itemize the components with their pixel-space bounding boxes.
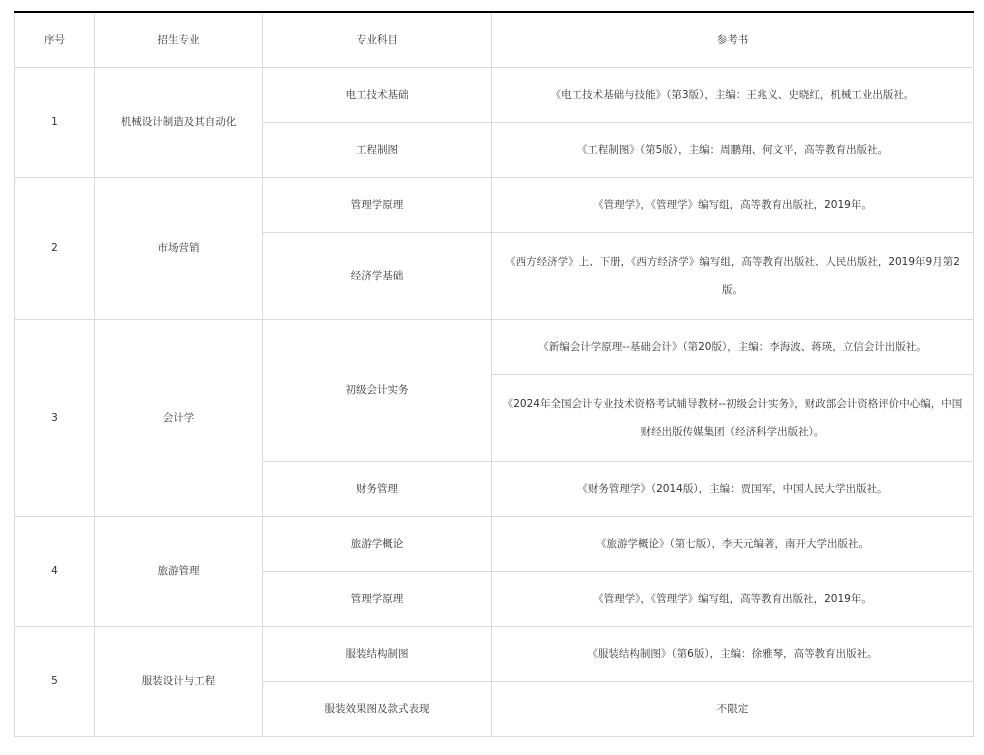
major-cell: 机械设计制造及其自动化 <box>95 67 263 177</box>
major-cell: 市场营销 <box>95 177 263 319</box>
reference-cell: 《工程制图》（第5版），主编：周鹏翔、何文平，高等教育出版社。 <box>492 122 974 177</box>
major-cell: 服装设计与工程 <box>95 626 263 736</box>
serial-number-cell: 4 <box>15 516 95 626</box>
header-subject: 专业科目 <box>263 12 492 67</box>
subject-cell: 初级会计实务 <box>263 319 492 461</box>
admission-table-container <box>14 11 973 737</box>
reference-cell: 《西方经济学》上、下册，《西方经济学》编写组，高等教育出版社、人民出版社，2019年9月第2版。 <box>492 232 974 319</box>
subject-cell: 服装效果图及款式表现 <box>263 681 492 736</box>
serial-number-cell: 5 <box>15 626 95 736</box>
table-header-row <box>15 12 974 67</box>
table-row <box>15 516 974 571</box>
subject-cell: 财务管理 <box>263 461 492 516</box>
reference-cell: 《服装结构制图》（第6版），主编：徐雅琴，高等教育出版社。 <box>492 626 974 681</box>
header-major: 招生专业 <box>95 12 263 67</box>
table-row <box>15 177 974 232</box>
reference-cell: 不限定 <box>492 681 974 736</box>
reference-cell: 《旅游学概论》（第七版），李天元编著，南开大学出版社。 <box>492 516 974 571</box>
reference-cell: 《新编会计学原理--基础会计》（第20版），主编：李海波、蒋瑛，立信会计出版社。 <box>492 319 974 374</box>
reference-cell: 《管理学》，《管理学》编写组，高等教育出版社，2019年。 <box>492 177 974 232</box>
reference-cell: 《财务管理学》（2014版），主编：贾国军，中国人民大学出版社。 <box>492 461 974 516</box>
subject-cell: 管理学原理 <box>263 571 492 626</box>
reference-cell: 《2024年全国会计专业技术资格考试辅导教材--初级会计实务》，财政部会计资格评价中心编，中国财经出版传媒集团（经济科学出版社）。 <box>492 374 974 461</box>
header-reference-books: 参考书 <box>492 12 974 67</box>
admission-reference-table <box>14 11 974 737</box>
reference-cell: 《电工技术基础与技能》（第3版），主编：王兆义、史晓红，机械工业出版社。 <box>492 67 974 122</box>
major-cell: 旅游管理 <box>95 516 263 626</box>
table-row <box>15 626 974 681</box>
subject-cell: 经济学基础 <box>263 232 492 319</box>
table-row <box>15 319 974 374</box>
serial-number-cell: 3 <box>15 319 95 516</box>
subject-cell: 旅游学概论 <box>263 516 492 571</box>
subject-cell: 电工技术基础 <box>263 67 492 122</box>
reference-cell: 《管理学》，《管理学》编写组，高等教育出版社，2019年。 <box>492 571 974 626</box>
header-serial-number: 序号 <box>15 12 95 67</box>
serial-number-cell: 1 <box>15 67 95 177</box>
major-cell: 会计学 <box>95 319 263 516</box>
serial-number-cell: 2 <box>15 177 95 319</box>
subject-cell: 工程制图 <box>263 122 492 177</box>
table-row <box>15 67 974 122</box>
subject-cell: 服装结构制图 <box>263 626 492 681</box>
subject-cell: 管理学原理 <box>263 177 492 232</box>
